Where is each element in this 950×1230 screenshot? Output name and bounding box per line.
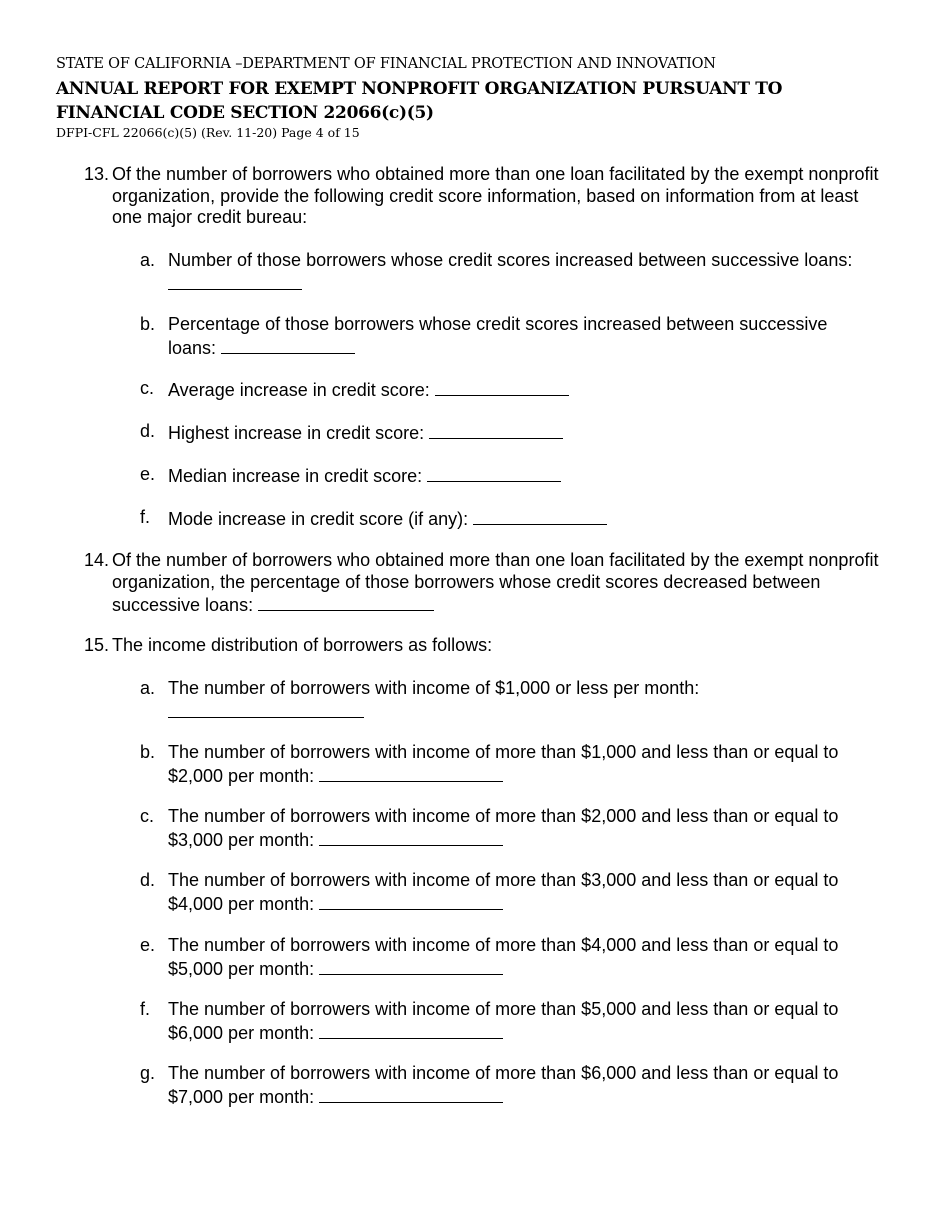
- item-text: Median increase in credit score:: [168, 466, 423, 486]
- item-letter: f.: [140, 507, 151, 527]
- q15-item-b: [140, 742, 870, 787]
- answer-blank[interactable]: [258, 593, 434, 611]
- item-letter: d.: [140, 421, 156, 441]
- q15-item-a: [140, 678, 870, 723]
- item-text: Highest increase in credit score:: [168, 423, 425, 443]
- q13-item-d: [140, 421, 870, 445]
- item-text: The number of borrowers with income of more than $2,000 and less than or equal to $3,000 per month:: [168, 806, 839, 850]
- answer-blank[interactable]: [319, 764, 503, 782]
- item-letter: c.: [140, 378, 155, 398]
- q13-item-e: [140, 464, 870, 488]
- answer-blank[interactable]: [429, 421, 563, 439]
- q13-item-b: [140, 314, 870, 359]
- item-text: Number of those borrowers whose credit scores increased between successive loans:: [168, 250, 853, 270]
- item-text: Mode increase in credit score (if any):: [168, 509, 469, 529]
- question-text: Of the number of borrowers who obtained more than one loan facilitated by the exempt nonprofit organization, provide the following credit score information, based on information from at least one major credit bureau:: [112, 164, 879, 227]
- answer-blank[interactable]: [473, 507, 607, 525]
- item-letter: e.: [140, 935, 156, 955]
- item-letter: a.: [140, 250, 156, 270]
- agency-line: STATE OF CALIFORNIA –DEPARTMENT OF FINANCIAL PROTECTION AND INNOVATION: [56, 56, 716, 72]
- answer-blank[interactable]: [319, 828, 503, 846]
- q15-item-g: [140, 1063, 870, 1108]
- item-text: The number of borrowers with income of more than $6,000 and less than or equal to $7,000 per month:: [168, 1063, 839, 1107]
- answer-blank[interactable]: [427, 464, 561, 482]
- answer-blank[interactable]: [319, 957, 503, 975]
- answer-blank[interactable]: [435, 378, 569, 396]
- item-letter: b.: [140, 314, 156, 334]
- item-letter: b.: [140, 742, 156, 762]
- item-letter: e.: [140, 464, 156, 484]
- answer-blank[interactable]: [168, 272, 302, 290]
- q15-item-c: [140, 806, 870, 851]
- question-text: The income distribution of borrowers as follows:: [112, 635, 493, 655]
- report-title: ANNUAL REPORT FOR EXEMPT NONPROFIT ORGANIZATION PURSUANT TO FINANCIAL CODE SECTION 22066(c)(5): [56, 79, 783, 123]
- answer-blank[interactable]: [168, 700, 364, 718]
- question-14: [84, 550, 884, 617]
- item-letter: a.: [140, 678, 156, 698]
- item-letter: g.: [140, 1063, 156, 1083]
- answer-blank[interactable]: [319, 1085, 503, 1103]
- question-text: Of the number of borrowers who obtained more than one loan facilitated by the exempt nonprofit organization, the percentage of those borrowers whose credit scores decreased between successive loans:: [112, 550, 879, 615]
- item-letter: c.: [140, 806, 155, 826]
- form-info: DFPI-CFL 22066(c)(5) (Rev. 11-20) Page 4 of 15: [56, 125, 360, 140]
- item-text: Percentage of those borrowers whose credit scores increased between successive loans:: [168, 314, 828, 358]
- question-13: [84, 164, 884, 229]
- question-15: [84, 635, 884, 657]
- q15-item-f: [140, 999, 870, 1044]
- item-text: The number of borrowers with income of more than $3,000 and less than or equal to $4,000 per month:: [168, 870, 839, 914]
- item-letter: f.: [140, 999, 151, 1019]
- item-text: The number of borrowers with income of more than $5,000 and less than or equal to $6,000 per month:: [168, 999, 839, 1043]
- q13-item-a: [140, 250, 870, 295]
- q15-item-d: [140, 870, 870, 915]
- answer-blank[interactable]: [221, 336, 355, 354]
- item-letter: d.: [140, 870, 156, 890]
- q13-item-f: [140, 507, 870, 531]
- q13-item-c: [140, 378, 870, 402]
- item-text: The number of borrowers with income of more than $4,000 and less than or equal to $5,000 per month:: [168, 935, 839, 979]
- answer-blank[interactable]: [319, 892, 503, 910]
- question-number: 13.: [84, 164, 110, 184]
- question-number: 14.: [84, 550, 110, 570]
- item-text: The number of borrowers with income of more than $1,000 and less than or equal to $2,000 per month:: [168, 742, 839, 786]
- question-number: 15.: [84, 635, 110, 655]
- answer-blank[interactable]: [319, 1021, 503, 1039]
- q15-item-e: [140, 935, 870, 980]
- item-text: The number of borrowers with income of $1,000 or less per month:: [168, 678, 700, 698]
- item-text: Average increase in credit score:: [168, 380, 430, 400]
